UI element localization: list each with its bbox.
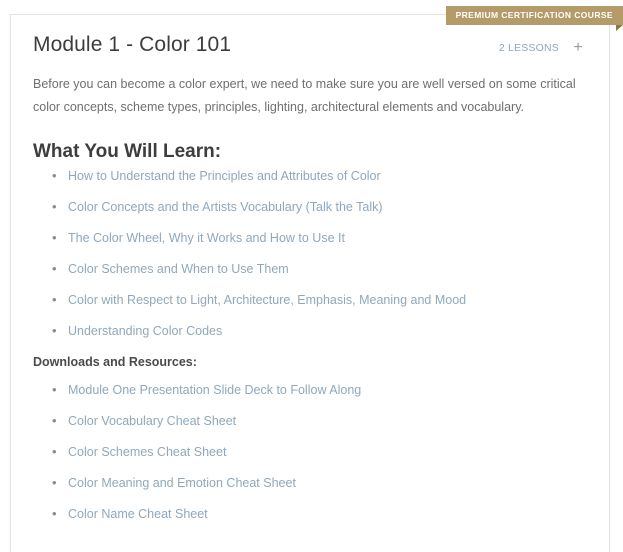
list-item: • Color Concepts and the Artists Vocabulary (Talk the Talk) [33, 200, 587, 215]
list-item: • Color Name Cheat Sheet [33, 507, 587, 522]
list-item: • Color Schemes and When to Use Them [33, 262, 587, 277]
premium-course-ribbon: PREMIUM CERTIFICATION COURSE [446, 6, 623, 25]
list-item: • How to Understand the Principles and Attributes of Color [33, 169, 587, 184]
list-item: • Color Vocabulary Cheat Sheet [33, 414, 587, 429]
learn-list [33, 169, 587, 339]
plus-icon[interactable]: + [573, 39, 583, 56]
downloads-and-resources-heading: Downloads and Resources: [33, 355, 197, 370]
module-card [10, 14, 610, 552]
page-right-edge [619, 0, 623, 552]
module-card-content [11, 15, 609, 552]
list-item: • The Color Wheel, Why it Works and How to Use It [33, 231, 587, 246]
downloads-list [33, 383, 587, 522]
list-item: • Color Schemes Cheat Sheet [33, 445, 587, 460]
lessons-count-badge: 2 LESSONS [498, 42, 559, 54]
list-item: • Color Meaning and Emotion Cheat Sheet [33, 476, 587, 491]
list-item: • Color with Respect to Light, Architecture, Emphasis, Meaning and Mood [33, 293, 587, 308]
what-you-will-learn-heading: What You Will Learn: [33, 141, 222, 163]
module-intro-text: Before you can become a color expert, we need to make sure you are well versed on some critical color concepts, scheme types, principles, lighting, architectural elements and vocabulary. [33, 77, 576, 115]
list-item: • Module One Presentation Slide Deck to Follow Along [33, 383, 587, 398]
ribbon-fold-decoration [616, 25, 623, 31]
list-item: • Understanding Color Codes [33, 324, 587, 339]
page-title: Module 1 - Color 101 [33, 33, 232, 56]
module-header [33, 33, 587, 57]
module-header-actions [499, 40, 587, 56]
